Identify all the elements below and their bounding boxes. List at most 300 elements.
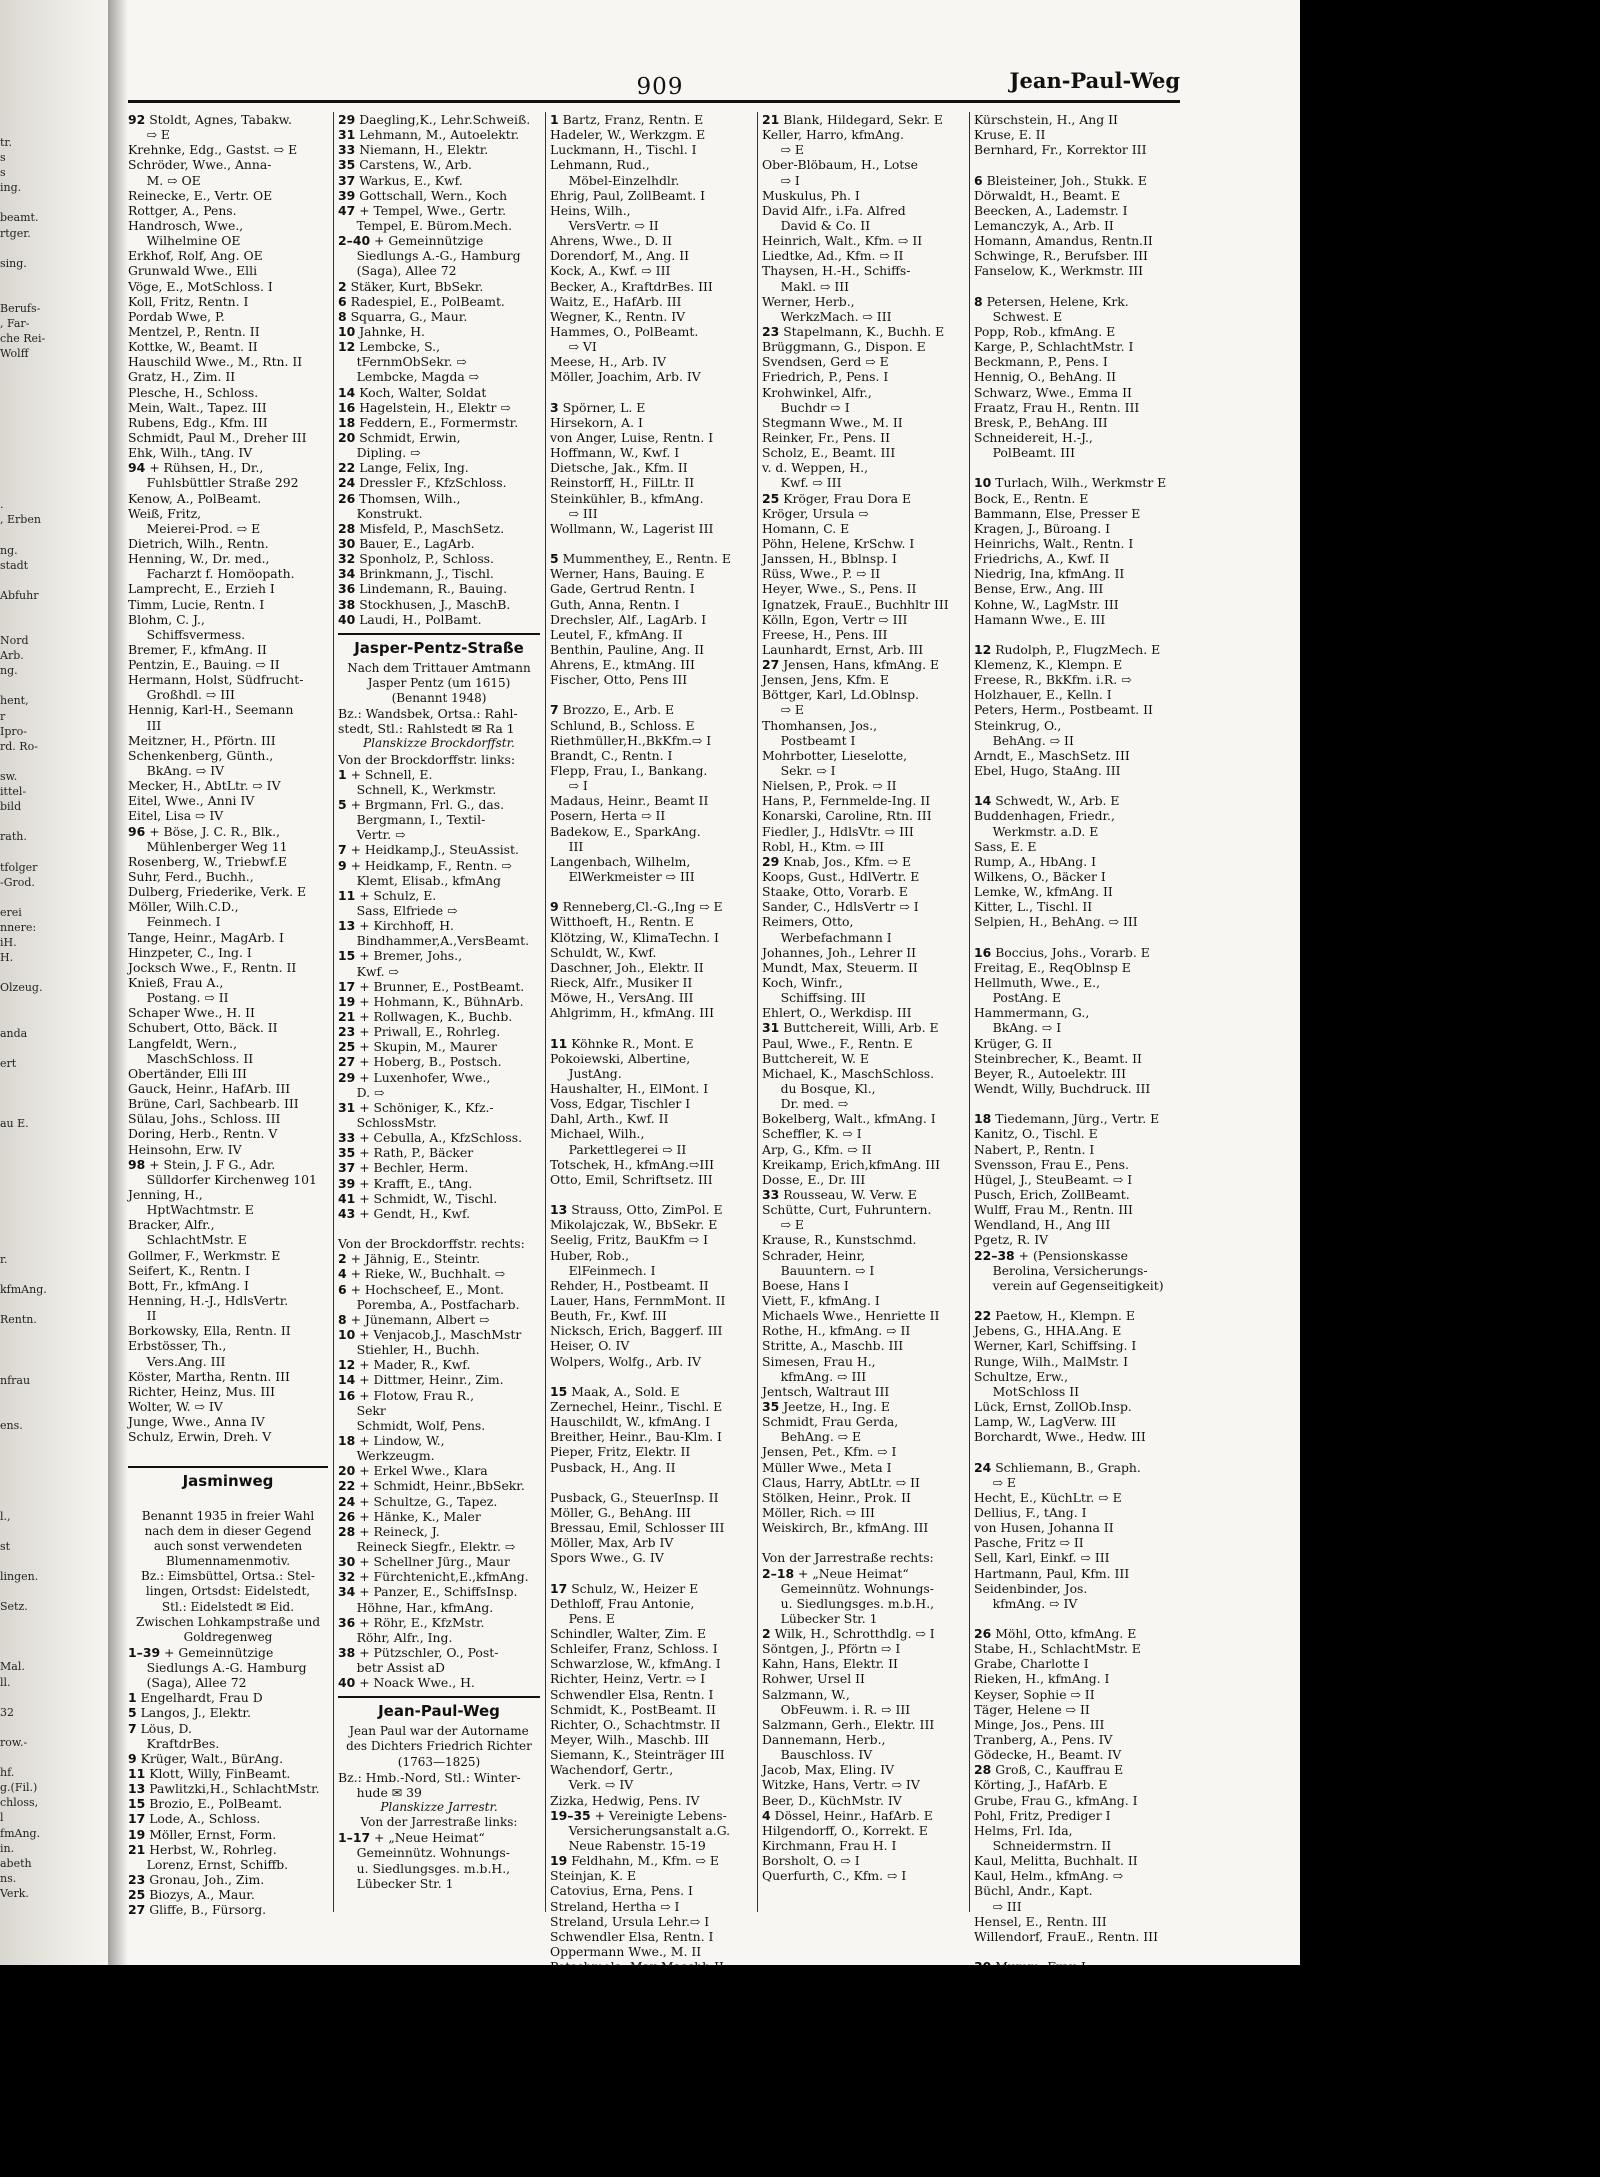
directory-entry: MaschSchloss. II xyxy=(128,1050,254,1066)
directory-entry: Dulberg, Friederike, Verk. E xyxy=(128,884,307,900)
directory-entry: Werkmstr. a.D. E xyxy=(974,823,1099,839)
directory-entry: 30 + Schellner Jürg., Maur xyxy=(338,1554,510,1570)
directory-entry: Totschek, H., kfmAng.⇨III xyxy=(550,1156,715,1172)
directory-entry: 17 Schulz, W., Heizer E xyxy=(550,1580,699,1596)
facing-page-fragment: Rentn. xyxy=(0,1313,37,1327)
directory-entry: Rohwer, Ursel II xyxy=(762,1671,865,1687)
street-description: (1763—1825) xyxy=(397,1754,481,1769)
directory-entry: Janssen, H., Bblnsp. I xyxy=(762,551,897,567)
directory-entry: Sass, Elfriede ⇨ xyxy=(338,903,458,919)
directory-entry: Querfurth, C., Kfm. ⇨ I xyxy=(762,1868,907,1884)
facing-page-fragment: Arb. xyxy=(0,649,24,663)
directory-entry: 7 + Heidkamp,J., SteuAssist. xyxy=(338,842,519,858)
directory-entry: 23 Gronau, Joh., Zim. xyxy=(128,1872,265,1888)
directory-entry: Paul, Wwe., F., Rentn. E xyxy=(762,1035,913,1051)
directory-entry: Heinsohn, Erw. IV xyxy=(128,1141,242,1157)
directory-entry: Homann, Amandus, Rentn.II xyxy=(974,233,1153,249)
facing-page-fragment: ert xyxy=(0,1056,17,1070)
directory-entry: Blohm, C. J., xyxy=(128,611,205,627)
directory-entry: Staake, Otto, Vorarb. E xyxy=(762,884,908,900)
directory-entry: 41 + Schmidt, W., Tischl. xyxy=(338,1190,498,1206)
directory-entry: Pgetz, R. IV xyxy=(974,1232,1049,1248)
facing-page-fragment: ens. xyxy=(0,1418,23,1432)
directory-entry: 8 + Jünemann, Albert ⇨ xyxy=(338,1311,490,1327)
directory-entry: Ober-Blöbaum, H., Lotse xyxy=(762,157,918,173)
directory-entry: Mentzel, P., Rentn. II xyxy=(128,323,260,339)
directory-entry: Meyer, Wilh., Maschb. III xyxy=(550,1732,709,1748)
directory-entry: Friedrich, P., Pens. I xyxy=(762,369,889,385)
facing-page-fragment xyxy=(0,844,46,859)
street-description: Benannt 1935 in freier Wahl xyxy=(141,1508,315,1523)
directory-entry: 19–35 + Vereinigte Lebens- xyxy=(550,1807,727,1823)
directory-entry: Dahl, Arth., Kwf. II xyxy=(550,1111,669,1127)
directory-entry: Seifert, K., Rentn. I xyxy=(128,1262,250,1278)
directory-entry: Büchl, Andr., Kapt. xyxy=(974,1883,1093,1899)
directory-entry: Schmidt, Frau Gerda, xyxy=(762,1414,899,1430)
directory-entry: KraftdrBes. xyxy=(128,1735,220,1751)
facing-page-fragment: Nord xyxy=(0,634,29,648)
directory-entry: Michael, Wilh., xyxy=(550,1126,645,1142)
directory-entry: 34 Brinkmann, J., Tischl. xyxy=(338,566,494,582)
directory-entry: Täger, Helene ⇨ II xyxy=(974,1701,1090,1717)
directory-entry: Mundt, Max, Steuerm. II xyxy=(762,959,918,975)
directory-entry: 27 + Hoberg, B., Postsch. xyxy=(338,1054,502,1070)
facing-page-fragment: rd. Ro- xyxy=(0,739,38,753)
directory-entry: 15 Maak, A., Sold. E xyxy=(550,1383,680,1399)
directory-entry: Luckmann, H., Tischl. I xyxy=(550,142,697,158)
directory-entry: ElFeinmech. I xyxy=(550,1262,656,1278)
facing-page-fragment xyxy=(0,1297,46,1312)
directory-entry: PolBeamt. III xyxy=(974,445,1075,461)
facing-page-fragments xyxy=(0,135,46,1915)
directory-entry: Schiffsing. III xyxy=(762,990,866,1006)
directory-entry: 28 Misfeld, P., MaschSetz. xyxy=(338,520,505,536)
facing-page-fragment xyxy=(0,573,46,588)
directory-entry: Wolpers, Wolfg., Arb. IV xyxy=(550,1353,701,1369)
directory-entry: III xyxy=(128,717,162,733)
directory-entry: M. ⇨ OE xyxy=(128,172,201,188)
directory-entry: Böttger, Karl, Ld.Oblnsp. xyxy=(762,687,919,703)
facing-page-fragment xyxy=(0,422,46,437)
facing-page-fragment: Ipro- xyxy=(0,724,27,738)
facing-page-fragment: bild xyxy=(0,800,22,814)
directory-entry: 25 + Skupin, M., Maurer xyxy=(338,1039,497,1055)
facing-page-fragment xyxy=(0,1448,46,1463)
directory-entry: Brüggmann, G., Dispon. E xyxy=(762,339,926,355)
directory-entry: Rothe, H., kfmAng. ⇨ II xyxy=(762,1323,911,1339)
facing-page-fragment: Abfuhr xyxy=(0,588,39,602)
directory-entry: 21 Blank, Hildegard, Sekr. E xyxy=(762,112,943,127)
directory-entry: Rubens, Edg., Kfm. III xyxy=(128,414,268,430)
directory-entry: Bock, E., Rentn. E xyxy=(974,490,1089,506)
street-heading: Jasper-Pentz-Straße xyxy=(338,633,540,661)
directory-entry: Catovius, Erna, Pens. I xyxy=(550,1883,693,1899)
directory-entry: Dethloff, Frau Antonie, xyxy=(550,1595,695,1611)
facing-page-fragment: Mal. xyxy=(0,1660,25,1674)
directory-entry: 17 Lode, A., Schloss. xyxy=(128,1811,261,1827)
directory-entry: Schulz, Erwin, Dreh. V xyxy=(128,1429,272,1445)
facing-page-fragment: ns. xyxy=(0,1871,17,1885)
directory-entry: 5 + Brgmann, Frl. G., das. xyxy=(338,797,505,813)
directory-entry: Heinrichs, Walt., Rentn. I xyxy=(974,535,1134,551)
directory-entry: stedt, Stl.: Rahlstedt ✉ Ra 1 xyxy=(338,721,515,737)
directory-entry: Von der Jarrestraße rechts: xyxy=(762,1550,934,1566)
directory-entry: Ehk, Wilh., tAng. IV xyxy=(128,445,253,461)
directory-entry: Kaul, Helm., kfmAng. ⇨ xyxy=(974,1868,1124,1884)
directory-entry: SchlossMstr. xyxy=(338,1115,437,1130)
directory-entry: Michael, K., MaschSchloss. xyxy=(762,1065,935,1081)
directory-entry: betr Assist aD xyxy=(338,1660,445,1676)
directory-entry: du Bosque, Kl., xyxy=(762,1081,876,1096)
directory-entry: Dietsche, Jak., Kfm. II xyxy=(550,460,688,476)
facing-page-fragment: l., xyxy=(0,1509,11,1523)
directory-entry: Mikolajczak, W., BbSekr. E xyxy=(550,1217,718,1233)
directory-entry: 98 + Stein, J. F G., Adr. xyxy=(128,1156,276,1172)
directory-entry: 21 Herbst, W., Rohrleg. xyxy=(128,1841,277,1857)
directory-entry: Posern, Herta ⇨ II xyxy=(550,808,666,824)
directory-entry: 9 Krüger, Walt., BürAng. xyxy=(128,1750,284,1766)
facing-page-fragment xyxy=(0,1388,46,1403)
directory-entry: 5 Mummenthey, E., Rentn. E xyxy=(550,551,731,567)
directory-entry: Salzmann, Gerh., Elektr. III xyxy=(762,1716,935,1732)
directory-entry: 15 Brozio, E., PolBeamt. xyxy=(128,1796,283,1812)
directory-entry: 22–38 + (Pensionskasse xyxy=(974,1247,1128,1263)
directory-entry: Beer, D., KüchMstr. IV xyxy=(762,1792,902,1808)
directory-entry: ⇨ E xyxy=(762,702,804,718)
directory-entry: Klötzing, W., KlimaTechn. I xyxy=(550,929,719,945)
facing-page-fragment: abeth xyxy=(0,1856,32,1870)
directory-entry: Streland, Ursula Lehr.⇨ I xyxy=(550,1913,710,1929)
directory-entry xyxy=(550,1566,752,1581)
facing-page-fragment: ng. xyxy=(0,664,18,678)
directory-entry: Eitel, Lisa ⇨ IV xyxy=(128,808,224,824)
directory-entry: Konarski, Caroline, Rtn. III xyxy=(762,808,932,824)
directory-entry: Siedlungs A.-G., Hamburg xyxy=(338,248,521,264)
street-description: Jean Paul war der Autorname xyxy=(349,1724,529,1739)
directory-entry: Schmidt, Wolf, Pens. xyxy=(338,1417,486,1433)
directory-entry: 47 + Tempel, Wwe., Gertr. xyxy=(338,202,507,218)
directory-entry: Tempel, E. Bürom.Mech. xyxy=(338,217,513,233)
directory-entry: VersVertr. ⇨ II xyxy=(550,217,659,233)
column-divider xyxy=(545,112,546,1912)
directory-entry: Versicherungsanstalt a.G. xyxy=(550,1822,731,1838)
directory-entry: 15 + Bremer, Johs., xyxy=(338,948,463,964)
directory-entry: Nabert, P., Rentn. I xyxy=(974,1141,1095,1157)
directory-entry: (Saga), Allee 72 xyxy=(338,263,457,279)
directory-entry: 29 + Luxenhofer, Wwe., xyxy=(338,1069,491,1085)
facing-page-fragment xyxy=(0,286,46,301)
directory-entry: Dosse, E., Dr. III xyxy=(762,1171,866,1187)
directory-entry: tFernmObSekr. ⇨ xyxy=(338,354,467,370)
directory-entry: ⇨ E xyxy=(128,127,170,143)
directory-entry: 18 + Lindow, W., xyxy=(338,1432,445,1448)
facing-page-fragment: fmAng. xyxy=(0,1826,41,1840)
directory-entry: Schuldt, W., Kwf. xyxy=(550,944,657,960)
facing-page-fragment: r. xyxy=(0,1252,8,1266)
facing-page-fragment xyxy=(0,603,46,618)
directory-entry: Otto, Emil, Schriftsetz. III xyxy=(550,1171,713,1187)
directory-entry: Ahlgrimm, H., kfmAng. III xyxy=(550,1005,714,1021)
directory-entry: Tranberg, A., Pens. IV xyxy=(974,1732,1113,1748)
directory-entry: Steinbrecher, K., Beamt. II xyxy=(974,1050,1142,1066)
directory-entry: Gemeinnütz. Wohnungs- xyxy=(762,1580,934,1596)
directory-entry: 31 Buttchereit, Willi, Arb. E xyxy=(762,1020,939,1036)
directory-entry: Werner, Hans, Bauing. E xyxy=(550,566,705,582)
directory-entry: Sülau, Johs., Schloss. III xyxy=(128,1111,281,1127)
facing-page-fragment: au E. xyxy=(0,1117,29,1131)
directory-entry: Kock, A., Kwf. ⇨ III xyxy=(550,263,671,279)
directory-entry: Brandt, C., Rentn. I xyxy=(550,747,673,763)
directory-entry: 16 Hagelstein, H., Elektr ⇨ xyxy=(338,399,511,415)
directory-entry: 19 + Hohmann, K., BühnArb. xyxy=(338,993,524,1009)
directory-entry: Bauuntern. ⇨ I xyxy=(762,1262,875,1278)
directory-entry: Meitzner, H., Pförtn. III xyxy=(128,732,276,748)
directory-entry: Lemanczyk, A., Arb. II xyxy=(974,217,1114,233)
directory-entry: 37 Warkus, E., Kwf. xyxy=(338,172,463,188)
facing-page-fragment: row.- xyxy=(0,1735,28,1749)
directory-entry: Ignatzek, FrauE., Buchhltr III xyxy=(762,596,949,612)
street-description: nach dem in dieser Gegend xyxy=(144,1523,312,1538)
directory-entry: Schaper Wwe., H. II xyxy=(128,1005,255,1021)
directory-entry: 9 Renneberg,Cl.-G.,Ing ⇨ E xyxy=(550,899,723,915)
facing-page-fragment xyxy=(0,1478,46,1493)
directory-entry: Grunwald Wwe., Elli xyxy=(128,263,258,279)
directory-column-4 xyxy=(762,112,964,1952)
directory-entry xyxy=(128,1494,328,1509)
directory-entry: Sekr xyxy=(338,1402,386,1418)
directory-entry: Boese, Hans I xyxy=(762,1277,849,1293)
directory-entry: 40 + Noack Wwe., H. xyxy=(338,1675,475,1691)
directory-entry: Lauer, Hans, FernmMont. II xyxy=(550,1292,726,1308)
directory-entry: 24 Dressler F., KfzSchloss. xyxy=(338,475,507,491)
directory-entry: v. d. Weppen, H., xyxy=(762,460,869,476)
directory-entry: 19 Möller, Ernst, Form. xyxy=(128,1826,277,1842)
facing-page-fragment xyxy=(0,1222,46,1237)
directory-entry: Hartmann, Paul, Kfm. III xyxy=(974,1565,1130,1581)
directory-entry: Seidenbinder, Jos. xyxy=(974,1580,1088,1596)
directory-entry: Helms, Frl. Ida, xyxy=(974,1822,1073,1838)
directory-entry: Ahrens, E., ktmAng. III xyxy=(550,657,695,673)
column-divider xyxy=(333,112,334,1912)
directory-entry xyxy=(974,460,1180,475)
directory-entry: ⇨ VI xyxy=(550,339,597,355)
directory-entry: Witzke, Hans, Vertr. ⇨ IV xyxy=(762,1777,920,1793)
directory-entry: Gauck, Heinr., HafArb. III xyxy=(128,1081,291,1096)
directory-entry: WerkzMach. ⇨ III xyxy=(762,308,892,324)
directory-entry: Wilhelmine OE xyxy=(128,233,241,249)
directory-entry: Borsholt, O. ⇨ I xyxy=(762,1853,860,1869)
directory-entry: Lehmann, Rud., xyxy=(550,157,650,173)
directory-entry xyxy=(762,1535,964,1550)
facing-page-fragment: ittel- xyxy=(0,785,27,799)
directory-entry: Keyser, Sophie ⇨ II xyxy=(974,1686,1095,1702)
directory-entry: Koch, Winfr., xyxy=(762,975,843,991)
facing-page-fragment xyxy=(0,377,46,392)
directory-entry: Reinstorff, H., FilLtr. II xyxy=(550,475,695,491)
directory-entry: Hermann, Holst, Südfrucht- xyxy=(128,672,304,688)
directory-entry: Viett, F., kfmAng. I xyxy=(762,1292,880,1308)
directory-entry: Arndt, E., MaschSetz. III xyxy=(974,747,1130,763)
scan-background-bottom xyxy=(0,1965,1300,2177)
street-description: auch sonst verwendeten xyxy=(153,1538,303,1553)
directory-entry: kfmAng. ⇨ IV xyxy=(974,1595,1078,1611)
directory-entry: Von der Brockdorffstr. rechts: xyxy=(338,1236,525,1252)
directory-entry: Oppermann Wwe., M. II xyxy=(550,1944,702,1960)
directory-entry: 2 + Jähnig, E., Steintr. xyxy=(338,1251,481,1267)
directory-entry: Klemt, Elisab., kfmAng xyxy=(338,872,501,888)
facing-page-fragment xyxy=(0,678,46,693)
directory-entry: verein auf Gegenseitigkeit) xyxy=(974,1277,1164,1293)
directory-entry: Zizka, Hedwig, Pens. IV xyxy=(550,1792,700,1808)
directory-entry: 14 + Dittmer, Heinr., Zim. xyxy=(338,1372,504,1388)
directory-entry: Drechsler, Alf., LagArb. I xyxy=(550,611,707,627)
facing-page-fragment: beamt. xyxy=(0,211,39,225)
directory-entry: Jensen, Pet., Kfm. ⇨ I xyxy=(762,1444,897,1460)
directory-entry: Madaus, Heinr., Beamt II xyxy=(550,793,709,809)
directory-entry xyxy=(550,687,752,702)
facing-page-fragment xyxy=(0,1433,46,1448)
directory-entry: Hilgendorff, O., Korrekt. E xyxy=(762,1822,928,1838)
facing-page-fragment xyxy=(0,1010,46,1025)
directory-entry: 12 + Mader, R., Kwf. xyxy=(338,1357,471,1373)
directory-entry: Michaels Wwe., Henriette II xyxy=(762,1308,940,1324)
directory-entry: Willendorf, FrauE., Rentn. III xyxy=(974,1928,1158,1944)
directory-entry: III xyxy=(550,838,584,854)
directory-entry: Möller, G., BehAng. III xyxy=(550,1504,691,1520)
directory-entry: Koops, Gust., HdlVertr. E xyxy=(762,869,920,885)
directory-entry: Werbefachmann I xyxy=(762,929,892,945)
directory-entry: Johannes, Joh., Lehrer II xyxy=(762,944,916,960)
directory-entry: u. Siedlungsges. m.b.H., xyxy=(338,1860,511,1876)
directory-entry: Reimers, Otto, xyxy=(762,914,854,930)
directory-entry: Lück, Ernst, ZollOb.Insp. xyxy=(974,1398,1132,1414)
directory-entry: Schiffsvermess. xyxy=(128,626,246,642)
facing-page-fragment: rath. xyxy=(0,830,27,844)
directory-entry: 36 + Röhr, E., KfzMstr. xyxy=(338,1614,485,1630)
directory-entry: Keller, Harro, kfmAng. xyxy=(762,127,904,143)
directory-entry: Hamann Wwe., E. III xyxy=(974,611,1106,627)
facing-page-fragment xyxy=(0,1267,46,1282)
directory-entry: Wendt, Willy, Buchdruck. III xyxy=(974,1081,1151,1096)
directory-entry: Beuth, Fr., Kwf. III xyxy=(550,1308,667,1324)
facing-page-fragment: sw. xyxy=(0,769,18,783)
directory-entry: Weiskirch, Br., kfmAng. III xyxy=(762,1520,929,1536)
directory-entry: Erkhof, Rolf, Ang. OE xyxy=(128,248,263,264)
directory-entry: Meese, H., Arb. IV xyxy=(550,354,667,370)
directory-entry: Stabe, H., SchlachtMstr. E xyxy=(974,1641,1141,1657)
directory-entry: 26 + Hänke, K., Maler xyxy=(338,1508,481,1524)
directory-entry: Dörwaldt, H., Beamt. E xyxy=(974,187,1121,203)
directory-entry: Postbeamt I xyxy=(762,732,856,748)
directory-entry: Schleifer, Franz, Schloss. I xyxy=(550,1641,718,1657)
directory-entry xyxy=(974,279,1180,294)
directory-entry: Reinker, Fr., Pens. II xyxy=(762,429,890,445)
directory-entry: Grube, Frau G., kfmAng. I xyxy=(974,1792,1138,1808)
directory-entry: Schmidt, Paul M., Dreher III xyxy=(128,429,307,445)
directory-entry: Witthoeft, H., Rentn. E xyxy=(550,914,694,930)
directory-entry: Hans, P., Fernmelde-Ing. II xyxy=(762,793,931,809)
directory-entry: Heinrich, Walt., Kfm. ⇨ II xyxy=(762,233,923,249)
directory-entry: Klemenz, K., Klempn. E xyxy=(974,657,1123,673)
directory-entry: Huber, Rob., xyxy=(550,1247,630,1263)
directory-entry xyxy=(974,627,1180,642)
directory-entry: Siedlungs A.-G. Hamburg xyxy=(128,1660,307,1676)
directory-entry: Bressau, Emil, Schlosser III xyxy=(550,1520,725,1536)
directory-entry: Claus, Harry, AbtLtr. ⇨ II xyxy=(762,1474,920,1490)
directory-entry: ⇨ III xyxy=(550,505,598,521)
directory-entry: 18 Feddern, E., Formermstr. xyxy=(338,414,519,430)
facing-page-fragment xyxy=(0,1131,46,1146)
directory-entry: Werner, Karl, Schiffsing. I xyxy=(974,1338,1137,1354)
directory-entry: Friedrichs, A., Kwf. II xyxy=(974,551,1110,567)
directory-entry: Pokoiewski, Albertine, xyxy=(550,1050,691,1066)
directory-entry: Pöhn, Helene, KrSchw. I xyxy=(762,535,915,551)
directory-entry: 6 Radespiel, E., PolBeamt. xyxy=(338,293,505,309)
street-description: Jasper Pentz (um 1615) xyxy=(367,675,511,690)
directory-entry: Reinecke, E., Vertr. OE xyxy=(128,187,273,203)
facing-page-fragment xyxy=(0,1690,46,1705)
directory-entry: Beyer, R., Autoelektr. III xyxy=(974,1065,1126,1081)
directory-entry: Wachendorf, Gertr., xyxy=(550,1762,674,1778)
directory-entry: Hirsekorn, A. I xyxy=(550,414,643,430)
directory-entry: Söntgen, J., Pförtn ⇨ I xyxy=(762,1641,901,1657)
directory-entry: Pasche, Fritz ⇨ II xyxy=(974,1535,1084,1551)
directory-entry: Ahrens, Wwe., D. II xyxy=(550,233,673,249)
facing-page-fragment xyxy=(0,1614,46,1629)
directory-entry: 38 Stockhusen, J., MaschB. xyxy=(338,596,511,612)
facing-page-fragment xyxy=(0,195,46,210)
directory-entry: 10 Turlach, Wilh., Werkmstr E xyxy=(974,475,1167,491)
directory-entry xyxy=(974,1611,1180,1626)
directory-entry: 20 Schmidt, Erwin, xyxy=(338,429,461,445)
street-description: Blumennamenmotiv. xyxy=(165,1554,291,1569)
directory-entry: 18 Tiedemann, Jürg., Vertr. E xyxy=(974,1111,1160,1127)
directory-entry: Tange, Heinr., MagArb. I xyxy=(128,929,284,945)
directory-entry: Hennig, O., BehAng. II xyxy=(974,369,1117,385)
directory-entry: 13 Strauss, Otto, ZimPol. E xyxy=(550,1202,723,1218)
directory-entry: Hammermann, G., xyxy=(974,1005,1090,1021)
directory-entry: Berolina, Versicherungs- xyxy=(974,1262,1148,1278)
facing-page-fragment xyxy=(0,437,46,452)
directory-entry: Schwendler Elsa, Rentn. I xyxy=(550,1686,714,1702)
facing-page-fragment: nfrau xyxy=(0,1373,31,1387)
directory-entry: 24 Schliemann, B., Graph. xyxy=(974,1459,1141,1475)
directory-entry: Gade, Gertrud Rentn. I xyxy=(550,581,695,597)
directory-entry xyxy=(550,1369,752,1384)
directory-entry: Borkowsky, Ella, Rentn. II xyxy=(128,1323,291,1339)
facing-page-fragment xyxy=(0,754,46,769)
directory-entry: Mühlenberger Weg 11 xyxy=(128,838,288,854)
facing-page-fragment: Verk. xyxy=(0,1886,29,1900)
directory-entry: Pusback, H., Ang. II xyxy=(550,1459,676,1475)
directory-entry: Eitel, Wwe., Anni IV xyxy=(128,793,255,809)
directory-entry: Henning, H.-J., HdlsVertr. xyxy=(128,1292,289,1308)
directory-entry: Stölken, Heinr., Prok. II xyxy=(762,1489,911,1505)
street-heading: Jasminweg xyxy=(128,1466,328,1494)
directory-entry: Hensel, E., Rentn. III xyxy=(974,1913,1107,1929)
facing-page-fragment: r xyxy=(0,709,6,723)
directory-entry: 12 Rudolph, P., FlugzMech. E xyxy=(974,641,1161,657)
directory-entry: Feinmech. I xyxy=(128,914,221,930)
directory-entry: Möwe, H., VersAng. III xyxy=(550,990,694,1006)
directory-entry: Ebel, Hugo, StaAng. III xyxy=(974,763,1121,779)
directory-entry: Sass, E. E xyxy=(974,838,1037,854)
directory-entry: Flepp, Frau, I., Bankang. xyxy=(550,763,708,779)
directory-entry: BehAng. ⇨ II xyxy=(974,732,1074,748)
facing-page-fragment: tfolger xyxy=(0,860,38,874)
directory-entry: Kenow, A., PolBeamt. xyxy=(128,490,262,506)
directory-entry: Voss, Edgar, Tischler I xyxy=(550,1096,691,1112)
